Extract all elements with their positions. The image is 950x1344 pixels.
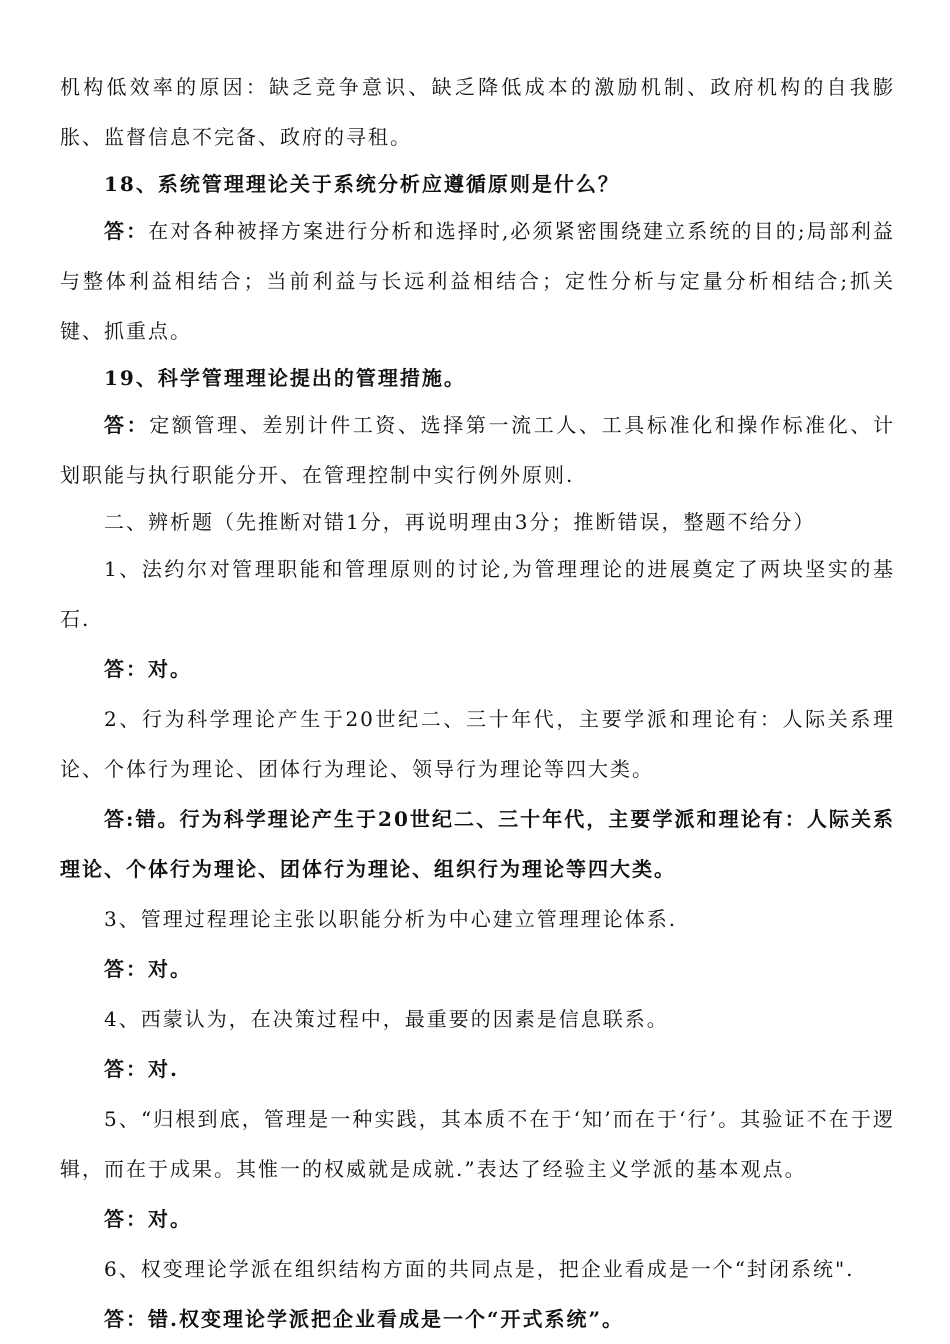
item-2: 2、行为科学理论产生于20世纪二、三十年代，主要学派和理论有：人际关系理论、个体行为理论、团体行为理论、领导行为理论等四大类。 (60, 707, 895, 781)
question-19: 19、科学管理理论提出的管理措施。 (104, 366, 466, 390)
verdict-4: 答：对. (104, 1057, 179, 1081)
item-3: 3、管理过程理论主张以职能分析为中心建立管理理论体系. (104, 907, 678, 931)
verdict-6: 答：错.权变理论学派把企业看成是一个“开式系统”。 (104, 1307, 624, 1331)
item-5: 5、“归根到底，管理是一种实践，其本质不在于‘知’而在于‘行’。其验证不在于逻辑，而在于成果。其惟一的权威就是成就.”表达了经验主义学派的基本观点。 (60, 1107, 895, 1181)
answer-18 (60, 206, 895, 356)
answer-label: 答： (104, 219, 149, 243)
question-18: 18、系统管理理论关于系统分析应遵循原则是什么？ (104, 172, 620, 196)
document-page (60, 62, 895, 1344)
verdict-5: 答：对。 (104, 1207, 192, 1231)
answer-label: 答： (104, 413, 150, 437)
verdict-2: 答:错。行为科学理论产生于20世纪二、三十年代，主要学派和理论有：人际关系理论、个体行为理论、团体行为理论、组织行为理论等四大类。 (60, 807, 895, 881)
item-6: 6、权变理论学派在组织结构方面的共同点是，把企业看成是一个“封闭系统". (104, 1257, 855, 1281)
answer-text: 在对各种被择方案进行分析和选择时,必须紧密围绕建立系统的目的;局部利益与整体利益相结合；当前利益与长远利益相结合；定性分析与定量分析相结合;抓关键、抓重点。 (60, 219, 895, 343)
verdict-1: 答：对。 (104, 657, 192, 681)
answer-text: 定额管理、差别计件工资、选择第一流工人、工具标准化和操作标准化、计划职能与执行职能分开、在管理控制中实行例外原则. (60, 413, 896, 487)
item-4: 4、西蒙认为，在决策过程中，最重要的因素是信息联系。 (104, 1007, 669, 1031)
verdict-3: 答：对。 (104, 957, 192, 981)
paragraph-continuation: 机构低效率的原因：缺乏竞争意识、缺乏降低成本的激励机制、政府机构的自我膨胀、监督信息不完备、政府的寻租。 (60, 75, 895, 149)
item-1: 1、法约尔对管理职能和管理原则的讨论,为管理理论的进展奠定了两块坚实的基石. (60, 557, 895, 631)
section-heading-discrimination: 二、辨析题（先推断对错1分，再说明理由3分；推断错误，整题不给分） (104, 510, 816, 534)
answer-19 (60, 400, 895, 500)
